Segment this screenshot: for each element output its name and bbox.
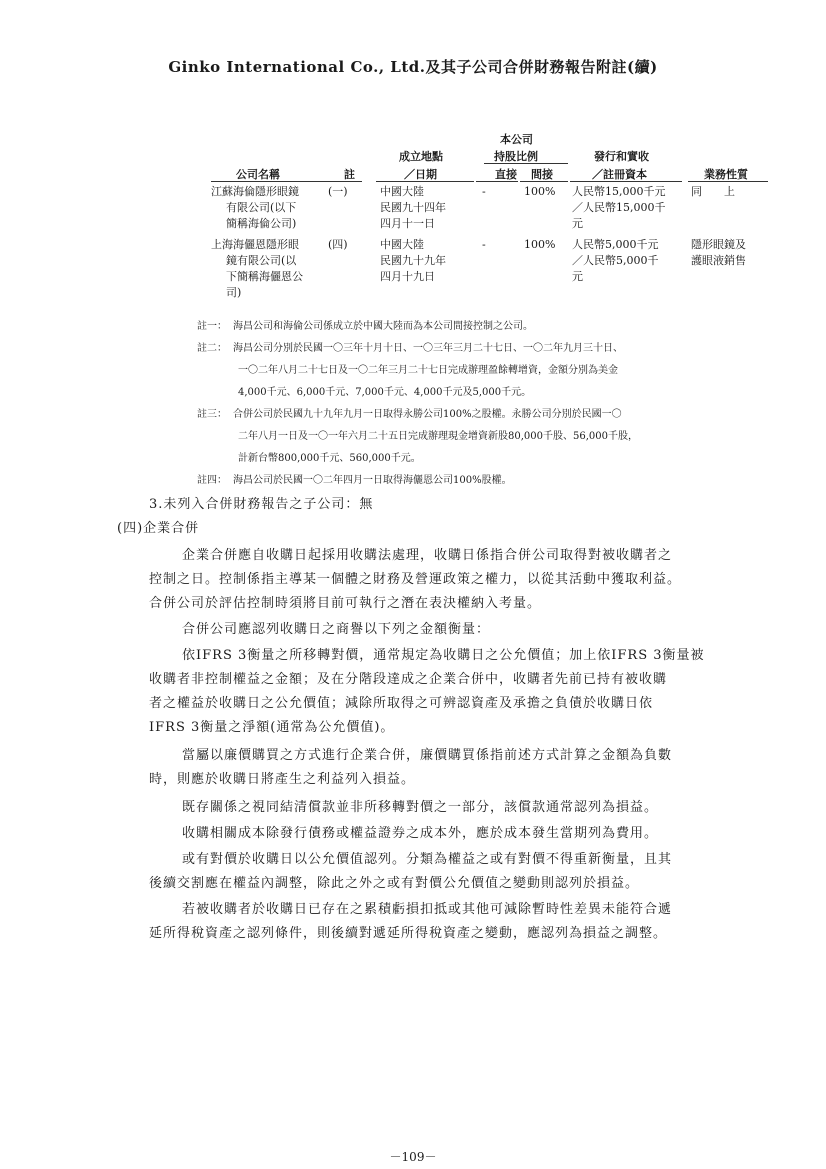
capital-line: 人民幣5,000千元 [572,238,659,251]
indirect-pct: 100% [524,238,556,251]
business-line: 同 上 [691,185,735,198]
footnote-label: 註四： [197,475,227,486]
body-line: 者之權益於收購日之公允價值；減除所取得之可辨認資產及承擔之負債於收購日依 [149,696,654,711]
company-name-line: 下簡稱海儷恩公 [226,270,303,283]
header-note: 註 [344,168,355,181]
footnote-label: 註三： [197,409,227,420]
header-underline [476,181,518,182]
body-line: 收購相關成本除發行債務或權益證券之成本外，應於成本發生當期列為費用。 [182,826,659,841]
capital-line: 元 [572,217,583,230]
header-holding-line2: 持股比例 [494,150,538,163]
location-line: 四月十九日 [380,270,435,283]
subsection-heading: 3.未列入合併財務報告之子公司：無 [149,497,374,512]
location-line: 四月十一日 [380,217,435,230]
capital-line: 人民幣15,000千元 [572,185,666,198]
direct-pct: - [482,185,486,198]
footnote-text: 二年八月一日及一〇一年六月二十五日完成辦理現金增資新股80,000千股、56,000千股， [238,431,638,442]
body-line: IFRS 3衡量之淨額(通常為公允價值)。 [149,720,395,735]
indirect-pct: 100% [524,185,556,198]
body-line: 依IFRS 3衡量之所移轉對價，通常規定為收購日之公允價值；加上依IFRS 3衡量被 [182,648,705,663]
footnote-text: 海昌公司和海倫公司係成立於中國大陸而為本公司間接控制之公司。 [233,321,533,332]
note-ref: (一) [328,185,348,198]
header-underline [520,181,568,182]
header-company-name: 公司名稱 [236,168,280,181]
location-line: 民國九十四年 [380,201,446,214]
business-line: 護眼液銷售 [691,254,746,267]
header-business: 業務性質 [704,168,748,181]
header-capital-line2: ／註冊資本 [592,168,647,181]
footnote-text: 一〇二年八月二十七日及一〇二年三月二十七日完成辦理盈餘轉增資，金額分別為美金 [238,365,618,376]
header-location-line2: ／日期 [404,168,437,181]
location-line: 中國大陸 [380,238,424,251]
body-line: 合併公司應認列收購日之商譽以下列之金額衡量： [182,622,491,637]
footnote-text: 海昌公司分別於民國一〇三年十月十日、一〇三年三月二十七日、一〇二年九月三十日、 [233,343,623,354]
page-title: Ginko International Co., Ltd.及其子公司合併財務報告附註(續) [168,58,658,76]
body-line: 當屬以廉價購買之方式進行企業合併，廉價購買係指前述方式計算之金額為負數 [182,748,673,763]
footnote-text: 4,000千元、6,000千元、7,000千元、4,000千元及5,000千元。 [238,387,532,398]
header-underline [211,181,362,182]
body-line: 企業合併應自收購日起採用收購法處理，收購日係指合併公司取得對被收購者之 [182,548,673,563]
footnote-text: 海昌公司於民國一〇二年四月一日取得海儷恩公司100%股權。 [233,475,512,486]
company-name-line: 司) [226,286,242,299]
company-name-line: 上海海儷恩隱形眼 [211,238,299,251]
company-name-line: 江蘇海倫隱形眼鏡 [211,185,299,198]
body-line: 若被收購者於收購日已存在之累積虧損扣抵或其他可減除暫時性差異未能符合遞 [182,902,673,917]
footnote-label: 註一： [197,321,227,332]
section-heading: (四)企業合併 [117,521,200,536]
body-line: 延所得稅資產之認列條件，則後續對遞延所得稅資產之變動，應認列為損益之調整。 [149,926,668,941]
body-line: 時，則應於收購日將產生之利益列入損益。 [149,772,416,787]
body-line: 收購者非控制權益之金額；及在分階段達成之企業合併中，收購者先前已持有被收購 [149,672,668,687]
company-name-line: 鏡有限公司(以 [226,254,297,267]
header-underline [376,181,474,182]
body-line: 或有對價於收購日以公允價值認列。分類為權益之或有對價不得重新衡量，且其 [182,852,673,867]
capital-line: 元 [572,270,583,283]
header-holding-line1: 本公司 [500,133,533,146]
footnote-label: 註二： [197,343,227,354]
page-number: －109－ [389,1150,437,1164]
footnote-text: 合併公司於民國九十九年九月一日取得永勝公司100%之股權。永勝公司分別於民國一〇 [233,409,622,420]
company-name-line: 簡稱海倫公司) [226,217,297,230]
body-line: 後續交割應在權益內調整，除此之外之或有對價公允價值之變動則認列於損益。 [149,876,640,891]
header-direct: 直接 [495,168,517,181]
header-location-line1: 成立地點 [399,150,443,163]
business-line: 隱形眼鏡及 [691,238,746,251]
location-line: 中國大陸 [380,185,424,198]
capital-line: ／人民幣5,000千 [572,254,659,267]
header-underline [688,181,768,182]
company-name-line: 有限公司(以下 [226,201,297,214]
direct-pct: - [482,238,486,251]
location-line: 民國九十九年 [380,254,446,267]
note-ref: (四) [328,238,348,251]
header-capital-line1: 發行和實收 [594,150,649,163]
body-line: 既存關係之視同結清償款並非所移轉對價之一部分，該償款通常認列為損益。 [182,800,659,815]
header-indirect: 間接 [531,168,553,181]
header-underline [570,181,682,182]
footnote-text: 計新台幣800,000千元、560,000千元。 [238,453,421,464]
capital-line: ／人民幣15,000千 [572,201,666,214]
body-line: 合併公司於評估控制時須將目前可執行之潛在表決權納入考量。 [149,596,542,611]
holding-divider [484,163,568,164]
body-line: 控制之日。控制係指主導某一個體之財務及營運政策之權力，以從其活動中獲取利益。 [149,572,682,587]
